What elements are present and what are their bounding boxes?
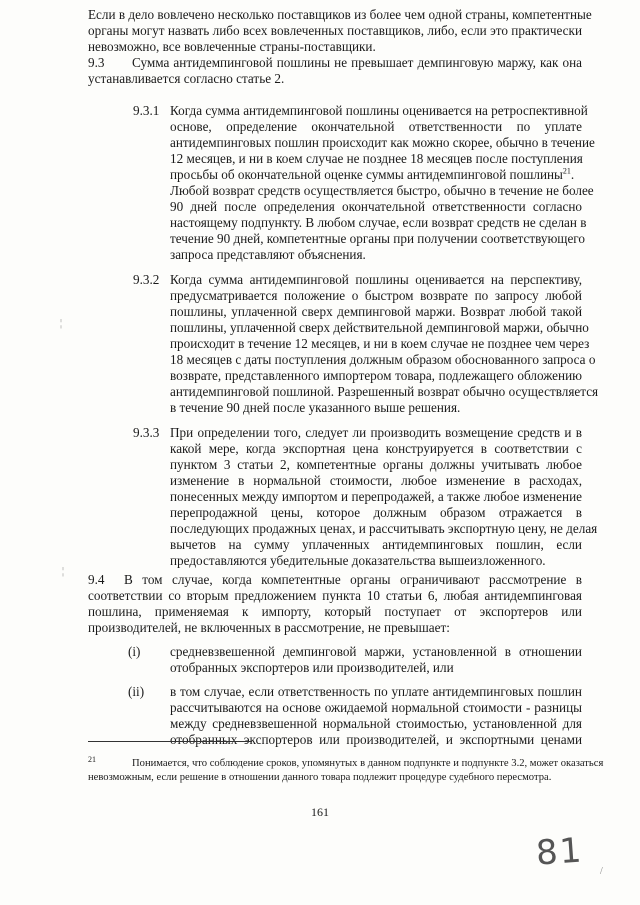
footnote-line: невозможным, если решение в отношении данного товара подлежит процедуре судебного пересмотра.: [88, 772, 552, 783]
subparagraph-number: 9.3.2: [133, 272, 160, 287]
paragraph-line: соответствии со вторым предложением пункта 10 статьи 6, любая антидемпинговая: [88, 588, 582, 603]
list-item-line: между средневзвешенной нормальной стоимостью, установленной для: [170, 716, 582, 731]
subparagraph-line: 18 месяцев с даты поступления должным образом обоснованного запроса о: [170, 352, 596, 367]
footnote-mark: 21: [88, 755, 96, 764]
subparagraph-line: Когда сумма антидемпинговой пошлины оценивается на перспективу,: [170, 272, 582, 287]
intro-line: Если в дело вовлечено несколько поставщиков из более чем одной страны, компетентные: [88, 7, 592, 22]
subparagraph-line: Когда сумма антидемпинговой пошлины оценивается на ретроспективной: [170, 103, 588, 118]
scan-speck: /: [600, 866, 603, 877]
paragraph-line: В том случае, когда компетентные органы ограничивают рассмотрение в: [124, 572, 582, 587]
list-item-line: рассчитываются на основе ожидаемой нормальной стоимости - разницы: [170, 700, 582, 715]
subparagraph-line: 90 дней после определения окончательной ответственности согласно: [170, 199, 582, 214]
intro-line: невозможно, все вовлеченные страны-поставщики.: [88, 39, 376, 54]
paragraph-line: Сумма антидемпинговой пошлины не превышает демпинговую маржу, как она: [132, 55, 582, 70]
subparagraph-line: запроса представляют объяснения.: [170, 247, 366, 262]
subparagraph-line: течение 90 дней, компетентные органы при получении соответствующего: [170, 231, 585, 246]
subparagraph-line: При определении того, следует ли производить возмещение средств и в: [170, 425, 582, 440]
subparagraph-number: 9.3.1: [133, 103, 160, 118]
subparagraph-number: 9.3.3: [133, 425, 160, 440]
subparagraph-line: предоставляются убедительные доказательства вышеизложенного.: [170, 553, 546, 568]
list-item-line: отобранных экспортеров или производителей, или: [170, 660, 454, 675]
subparagraph-line: возврате, представленного импортером товара, подлежащего обложению: [170, 368, 582, 383]
subparagraph-line: 12 месяцев, и ни в коем случае не позднее 18 месяцев после поступления: [170, 151, 583, 166]
subparagraph-line: пошлины, уплаченной сверх демпинговой маржи. Возврат любой такой: [170, 304, 582, 319]
subparagraph-line: изменение в нормальной стоимости, любое изменение в расходах,: [170, 473, 582, 488]
scan-speck: ¦: [62, 566, 65, 577]
subparagraph-line: основе, определение окончательной ответственности по уплате: [170, 119, 582, 134]
handwritten-page-number: 81: [534, 830, 585, 874]
paragraph-number: 9.4: [88, 572, 105, 587]
subparagraph-line: пошлины, уплаченной сверх действительной демпинговой маржи, обычно: [170, 320, 589, 335]
subparagraph-line: настоящему подпункту. В любом случае, если возврат средств не сделан в: [170, 215, 587, 230]
list-item-line: отобранных экспортеров или производителей, и экспортными ценами: [170, 732, 582, 747]
subparagraph-line: пунктом 3 статьи 2, компетентные органы должны учитывать любое: [170, 457, 582, 472]
list-item-line: средневзвешенной демпинговой маржи, установленной в отношении: [170, 644, 582, 659]
subparagraph-line: понесенных между импортом и перепродажей, а также любое изменение: [170, 489, 582, 504]
subparagraph-line: вычетов на сумму уплаченных антидемпинговых пошлин, если: [170, 537, 582, 552]
subparagraph-line: в течение 90 дней после указанного выше решения.: [170, 400, 461, 415]
subparagraph-line: последующих продажных ценах, и рассчитывать экспортную цену, не делая: [170, 521, 598, 536]
subparagraph-line: антидемпинговых пошлин происходит как можно скорее, обычно в течение: [170, 135, 595, 150]
footnote-line: Понимается, что соблюдение сроков, упомянутых в данном подпункте и подпункте 3.2, может оказаться: [132, 758, 604, 769]
list-item-line: в том случае, если ответственность по уплате антидемпинговых пошлин: [170, 684, 582, 699]
list-item-label: (ii): [128, 684, 145, 699]
paragraph-line: устанавливается согласно статье 2.: [88, 71, 285, 86]
footnote-reference: 21: [562, 166, 571, 176]
list-item-label: (i): [128, 644, 141, 659]
subparagraph-line: антидемпинговой пошлиной. Разрешенный возврат обычно осуществляется: [170, 384, 599, 399]
page-number: 161: [311, 805, 329, 819]
subparagraph-line: какой мере, когда экспортная цена конструируется в соответствии с: [170, 441, 582, 456]
footnote-divider: [88, 741, 252, 742]
scan-speck: ¦: [60, 318, 63, 329]
subparagraph-line: предусматривается положение о быстром возврате по запросу любой: [170, 288, 582, 303]
subparagraph-line: перепродажной цены, которое должным образом отражается в: [170, 505, 582, 520]
paragraph-line: производителей, не включенных в рассмотрение, не превышает:: [88, 620, 450, 635]
paragraph-number: 9.3: [88, 55, 105, 70]
subparagraph-line: происходит в течение 12 месяцев, и ни в коем случае не позднее чем через: [170, 336, 590, 351]
intro-line: органы могут назвать либо всех вовлеченных поставщиков, либо, если это практически: [88, 23, 582, 38]
subparagraph-line: просьбы об окончательной оценке суммы антидемпинговой пошлины: [170, 167, 563, 182]
paragraph-line: пошлина, применяемая к импорту, который поступает от экспортеров или: [88, 604, 582, 619]
subparagraph-line: Любой возврат средств осуществляется быстро, обычно в течение не более: [170, 183, 594, 198]
subparagraph-line-with-ref: просьбы об окончательной оценке суммы антидемпинговой пошлины$^{21}$.: [170, 166, 575, 182]
